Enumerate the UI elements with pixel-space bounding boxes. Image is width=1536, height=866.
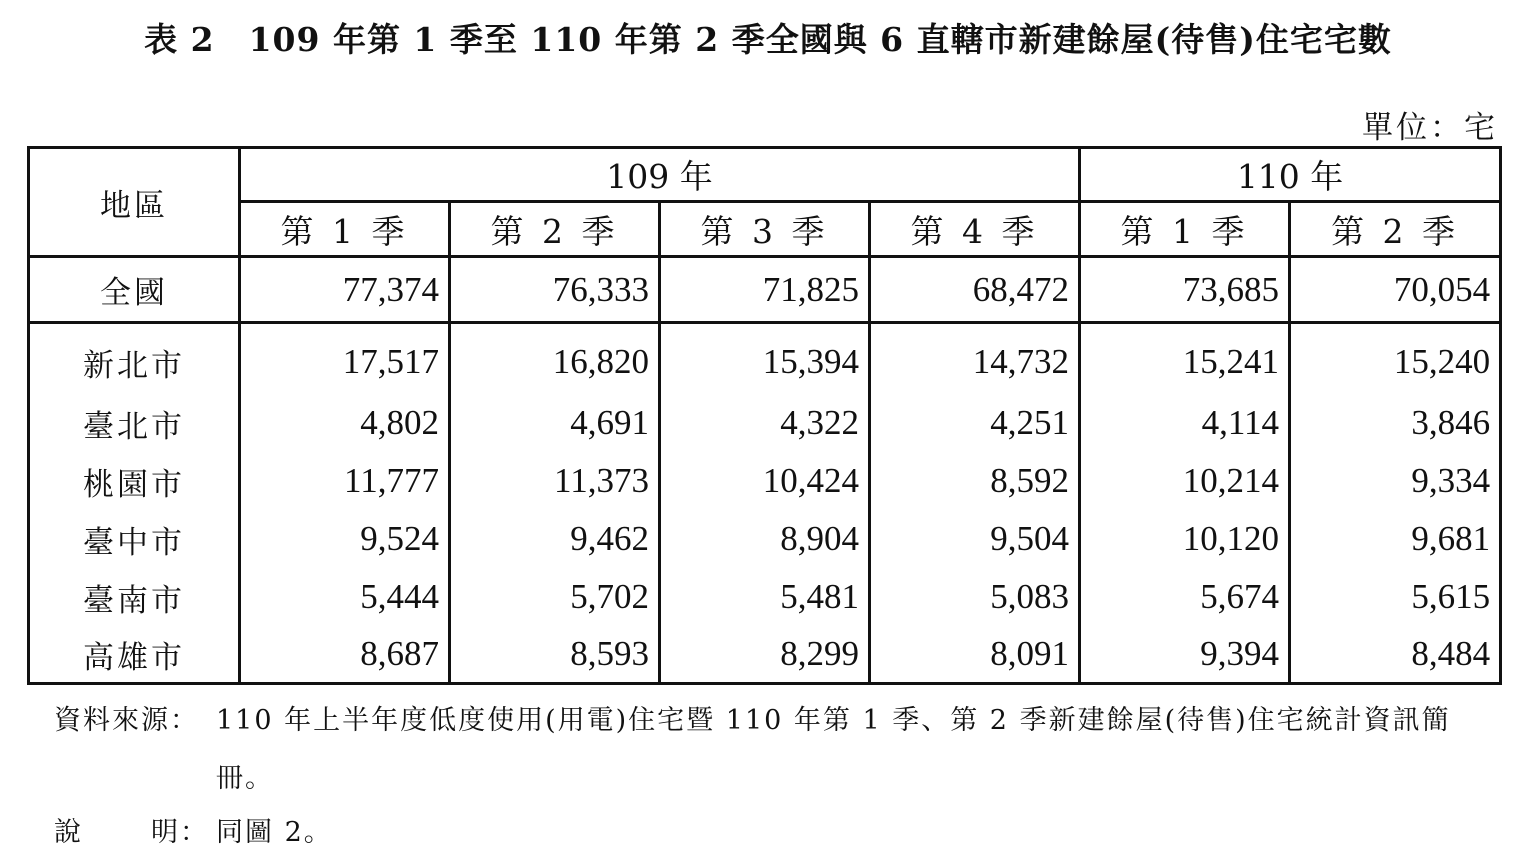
value-cell: 5,444 xyxy=(240,568,450,626)
table-row xyxy=(29,452,1501,510)
quarter-header: 第 2 季 xyxy=(450,202,660,257)
table-row xyxy=(29,323,1501,395)
year-header-row xyxy=(29,148,1501,202)
value-cell: 9,504 xyxy=(870,510,1080,568)
unit-label: 單位：宅 xyxy=(1362,110,1498,146)
value-cell: 4,802 xyxy=(240,394,450,452)
value-cell: 9,462 xyxy=(450,510,660,568)
value-cell: 11,373 xyxy=(450,452,660,510)
value-cell: 5,674 xyxy=(1080,568,1290,626)
value-cell: 8,299 xyxy=(660,626,870,684)
value-cell: 3,846 xyxy=(1290,394,1501,452)
value-cell: 10,120 xyxy=(1080,510,1290,568)
source-label: 資料來源： xyxy=(54,705,199,736)
year-header-110: 110 年 xyxy=(1080,148,1501,202)
value-cell: 9,334 xyxy=(1290,452,1501,510)
region-name: 臺南市 xyxy=(83,582,185,619)
note-label-part: 明： xyxy=(151,817,209,848)
value-cell: 14,732 xyxy=(870,323,1080,395)
value-cell: 10,424 xyxy=(660,452,870,510)
value-cell: 8,592 xyxy=(870,452,1080,510)
value-cell: 9,394 xyxy=(1080,626,1290,684)
table-row xyxy=(29,626,1501,684)
region-name: 臺中市 xyxy=(83,524,185,561)
value-cell: 10,214 xyxy=(1080,452,1290,510)
value-cell: 73,685 xyxy=(1080,257,1290,323)
region-name: 全國 xyxy=(29,257,240,323)
region-name: 臺北市 xyxy=(83,408,185,445)
note-label xyxy=(54,810,216,849)
value-cell: 5,481 xyxy=(660,568,870,626)
value-cell: 68,472 xyxy=(870,257,1080,323)
quarter-header: 第 4 季 xyxy=(870,202,1080,257)
value-cell: 8,091 xyxy=(870,626,1080,684)
table-title: 表 2 109 年第 1 季至 110 年第 2 季全國與 6 直轄市新建餘屋(待售)住宅宅數 xyxy=(144,20,1392,59)
value-cell: 15,394 xyxy=(660,323,870,395)
quarter-header: 第 1 季 xyxy=(240,202,450,257)
quarter-header: 第 2 季 xyxy=(1290,202,1501,257)
value-cell: 76,333 xyxy=(450,257,660,323)
source-note xyxy=(54,692,1504,808)
value-cell: 5,083 xyxy=(870,568,1080,626)
value-cell: 70,054 xyxy=(1290,257,1501,323)
table-row xyxy=(29,510,1501,568)
explanation-note xyxy=(54,810,333,849)
value-cell: 15,240 xyxy=(1290,323,1501,395)
housing-stock-table xyxy=(27,146,1502,685)
value-cell: 4,322 xyxy=(660,394,870,452)
table-row-total xyxy=(29,257,1501,323)
value-cell: 8,687 xyxy=(240,626,450,684)
value-cell: 4,691 xyxy=(450,394,660,452)
value-cell: 9,681 xyxy=(1290,510,1501,568)
table-row xyxy=(29,568,1501,626)
source-text: 110 年上半年度低度使用(用電)住宅暨 110 年第 1 季、第 2 季新建餘屋(待售)住宅統計資訊簡冊。 xyxy=(216,705,1451,794)
value-cell: 9,524 xyxy=(240,510,450,568)
value-cell: 8,593 xyxy=(450,626,660,684)
region-name: 新北市 xyxy=(83,347,185,384)
value-cell: 11,777 xyxy=(240,452,450,510)
value-cell: 15,241 xyxy=(1080,323,1290,395)
region-name: 高雄市 xyxy=(83,639,185,676)
quarter-header-row xyxy=(29,202,1501,257)
year-header-109: 109 年 xyxy=(240,148,1080,202)
region-header: 地區 xyxy=(29,148,240,257)
value-cell: 4,251 xyxy=(870,394,1080,452)
value-cell: 77,374 xyxy=(240,257,450,323)
value-cell: 4,114 xyxy=(1080,394,1290,452)
quarter-header: 第 3 季 xyxy=(660,202,870,257)
value-cell: 17,517 xyxy=(240,323,450,395)
quarter-header: 第 1 季 xyxy=(1080,202,1290,257)
note-label-part: 說 xyxy=(54,817,83,848)
value-cell: 8,484 xyxy=(1290,626,1501,684)
value-cell: 8,904 xyxy=(660,510,870,568)
value-cell: 5,615 xyxy=(1290,568,1501,626)
region-name: 桃園市 xyxy=(83,466,185,503)
value-cell: 71,825 xyxy=(660,257,870,323)
value-cell: 5,702 xyxy=(450,568,660,626)
note-text: 同圖 2。 xyxy=(216,817,333,848)
table-row xyxy=(29,394,1501,452)
value-cell: 16,820 xyxy=(450,323,660,395)
